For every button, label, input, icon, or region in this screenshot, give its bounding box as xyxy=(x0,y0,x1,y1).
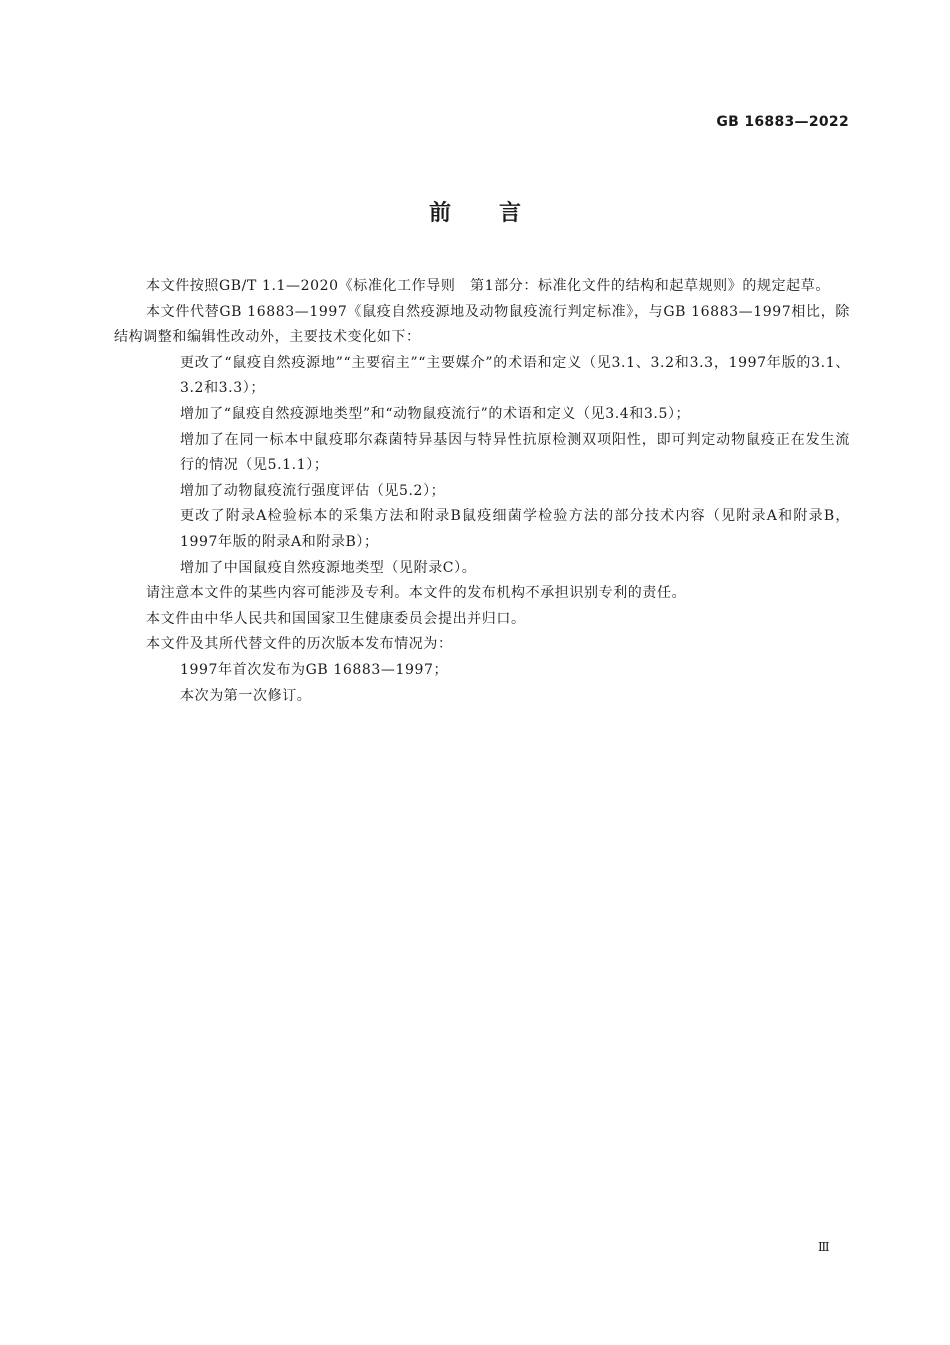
list-item: 增加了在同一标本中鼠疫耶尔森菌特异基因与特异性抗原检测双项阳性，即可判定动物鼠疫正在发生流行的情况（见5.1.1）； xyxy=(180,431,850,474)
foreword-body xyxy=(114,274,850,709)
list-item: 更改了“鼠疫自然疫源地”“主要宿主”“主要媒介”的术语和定义（见3.1、3.2和3.3，1997年版的3.1、3.2和3.3）； xyxy=(180,354,850,397)
list-item: 增加了动物鼠疫流行强度评估（见5.2）； xyxy=(180,482,446,499)
paragraph: 本文件及其所代替文件的历次版本发布情况为： xyxy=(146,636,453,653)
list-item: 本次为第一次修订。 xyxy=(180,687,312,704)
paragraph: 本文件代替GB 16883—1997《鼠疫自然疫源地及动物鼠疫流行判定标准》，与GB 16883—1997相比，除结构调整和编辑性改动外，主要技术变化如下： xyxy=(114,303,850,346)
paragraph: 请注意本文件的某些内容可能涉及专利。本文件的发布机构不承担识别专利的责任。 xyxy=(146,585,687,602)
list-item: 1997年首次发布为GB 16883—1997； xyxy=(180,661,449,678)
list-item: 更改了附录A检验标本的采集方法和附录B鼠疫细菌学检验方法的部分技术内容（见附录A和附录B，1997年版的附录A和附录B）； xyxy=(180,508,850,550)
page-number: Ⅲ xyxy=(818,1240,830,1254)
list-item: 增加了中国鼠疫自然疫源地类型（见附录C）。 xyxy=(180,559,477,576)
standard-code: GB 16883—2022 xyxy=(716,114,849,130)
list-item: 增加了“鼠疫自然疫源地类型”和“动物鼠疫流行”的术语和定义（见3.4和3.5）； xyxy=(180,405,691,422)
paragraph: 本文件按照GB/T 1.1—2020《标准化工作导则 第1部分：标准化文件的结构和起草规则》的规定起草。 xyxy=(146,278,830,294)
paragraph: 本文件由中华人民共和国国家卫生健康委员会提出并归口。 xyxy=(146,610,526,627)
page-title: 前言 xyxy=(428,201,569,226)
